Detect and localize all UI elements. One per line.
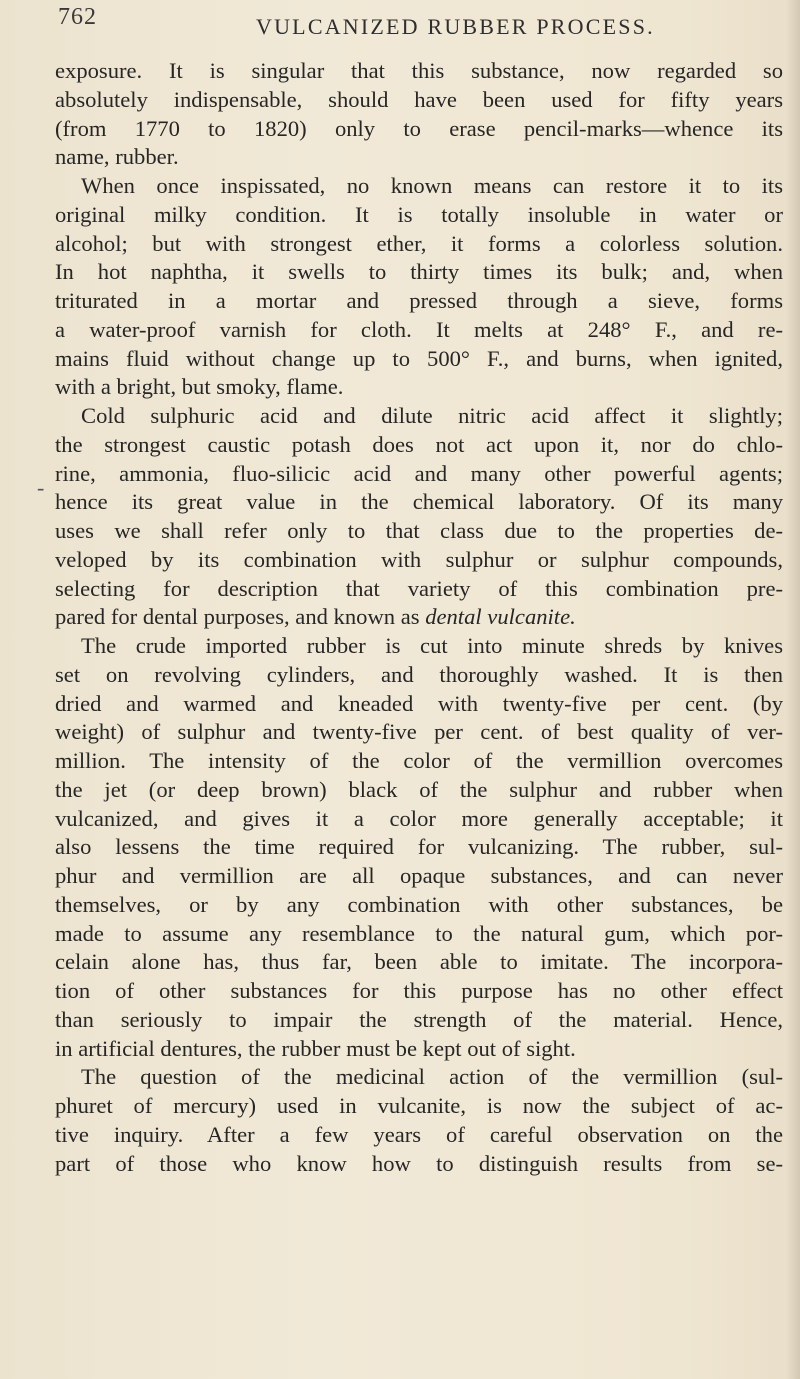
text-line: made to assume any resemblance to the natural gum, which por- <box>55 920 783 946</box>
text-line: hence its great value in the chemical laboratory. Of its many <box>55 489 783 515</box>
text-line <box>55 603 783 632</box>
text-line: million. The intensity of the color of the vermillion overcomes <box>55 748 783 773</box>
text-line: uses we shall refer only to that class due to the properties de- <box>55 518 783 543</box>
text-line: selecting for description that variety of this combination pre- <box>55 575 783 601</box>
text-line: rine, ammonia, fluo-silicic acid and many other powerful agents; <box>55 460 783 486</box>
text-line: than seriously to impair the strength of the material. Hence, <box>55 1006 783 1032</box>
page-edge-shadow <box>786 0 800 1379</box>
text-line: weight) of sulphur and twenty-five per cent. of best quality of ver- <box>55 719 783 745</box>
text-line: dried and warmed and kneaded with twenty-five per cent. (by <box>55 690 783 716</box>
text-line: (from 1770 to 1820) only to erase pencil-marks—whence its <box>55 115 783 141</box>
text-line: the strongest caustic potash does not act upon it, nor do chlo- <box>55 431 783 457</box>
text-line: mains fluid without change up to 500° F., and burns, when ignited, <box>55 345 783 371</box>
text-line: phuret of mercury) used in vulcanite, is now the subject of ac- <box>55 1093 783 1118</box>
text-line: original milky condition. It is totally insoluble in water or <box>55 201 783 227</box>
text-line: The question of the medicinal action of the vermillion (sul- <box>81 1064 783 1090</box>
text-line: The crude imported rubber is cut into minute shreds by knives <box>81 633 783 658</box>
page-number: 762 <box>58 4 97 30</box>
text-line: triturated in a mortar and pressed through a sieve, forms <box>55 288 783 313</box>
text-line: exposure. It is singular that this substance, now regarded so <box>55 58 783 83</box>
text-line: with a bright, but smoky, flame. <box>55 374 344 400</box>
text-line: also lessens the time required for vulcanizing. The rubber, sul- <box>55 834 783 860</box>
text-line: In hot naphtha, it swells to thirty times its bulk; and, when <box>55 259 783 285</box>
text-line: a water-proof varnish for cloth. It melts at 248° F., and re- <box>55 316 783 342</box>
text-line: absolutely indispensable, should have been used for fifty years <box>55 86 783 112</box>
text-line: set on revolving cylinders, and thoroughly washed. It is then <box>55 661 783 687</box>
text-line: phur and vermillion are all opaque substances, and can never <box>55 863 783 888</box>
text-line-start: pared for dental purposes, and known as <box>55 604 426 630</box>
text-line: tive inquiry. After a few years of careful observation on the <box>55 1121 783 1147</box>
text-line: celain alone has, thus far, been able to imitate. The incorpora- <box>55 949 783 975</box>
text-line: vulcanized, and gives it a color more generally acceptable; it <box>55 805 783 831</box>
running-title: VULCANIZED RUBBER PROCESS. <box>256 14 655 39</box>
text-line: veloped by its combination with sulphur or sulphur compounds, <box>55 546 783 572</box>
italic-term: dental vulcanite. <box>425 604 576 630</box>
margin-mark: - <box>37 475 45 500</box>
text-line: name, rubber. <box>55 144 179 170</box>
text-line: When once inspissated, no known means can restore it to its <box>81 173 783 198</box>
text-line: alcohol; but with strongest ether, it forms a colorless solution. <box>55 230 783 256</box>
text-line: tion of other substances for this purpose has no other effect <box>55 978 783 1003</box>
text-line: part of those who know how to distinguish results from se- <box>55 1150 783 1176</box>
body-text <box>55 57 783 1178</box>
text-line: Cold sulphuric acid and dilute nitric acid affect it slightly; <box>81 403 783 428</box>
text-line: the jet (or deep brown) black of the sulphur and rubber when <box>55 776 783 802</box>
text-line: themselves, or by any combination with other substances, be <box>55 891 783 917</box>
text-line: in artificial dentures, the rubber must be kept out of sight. <box>55 1035 576 1061</box>
